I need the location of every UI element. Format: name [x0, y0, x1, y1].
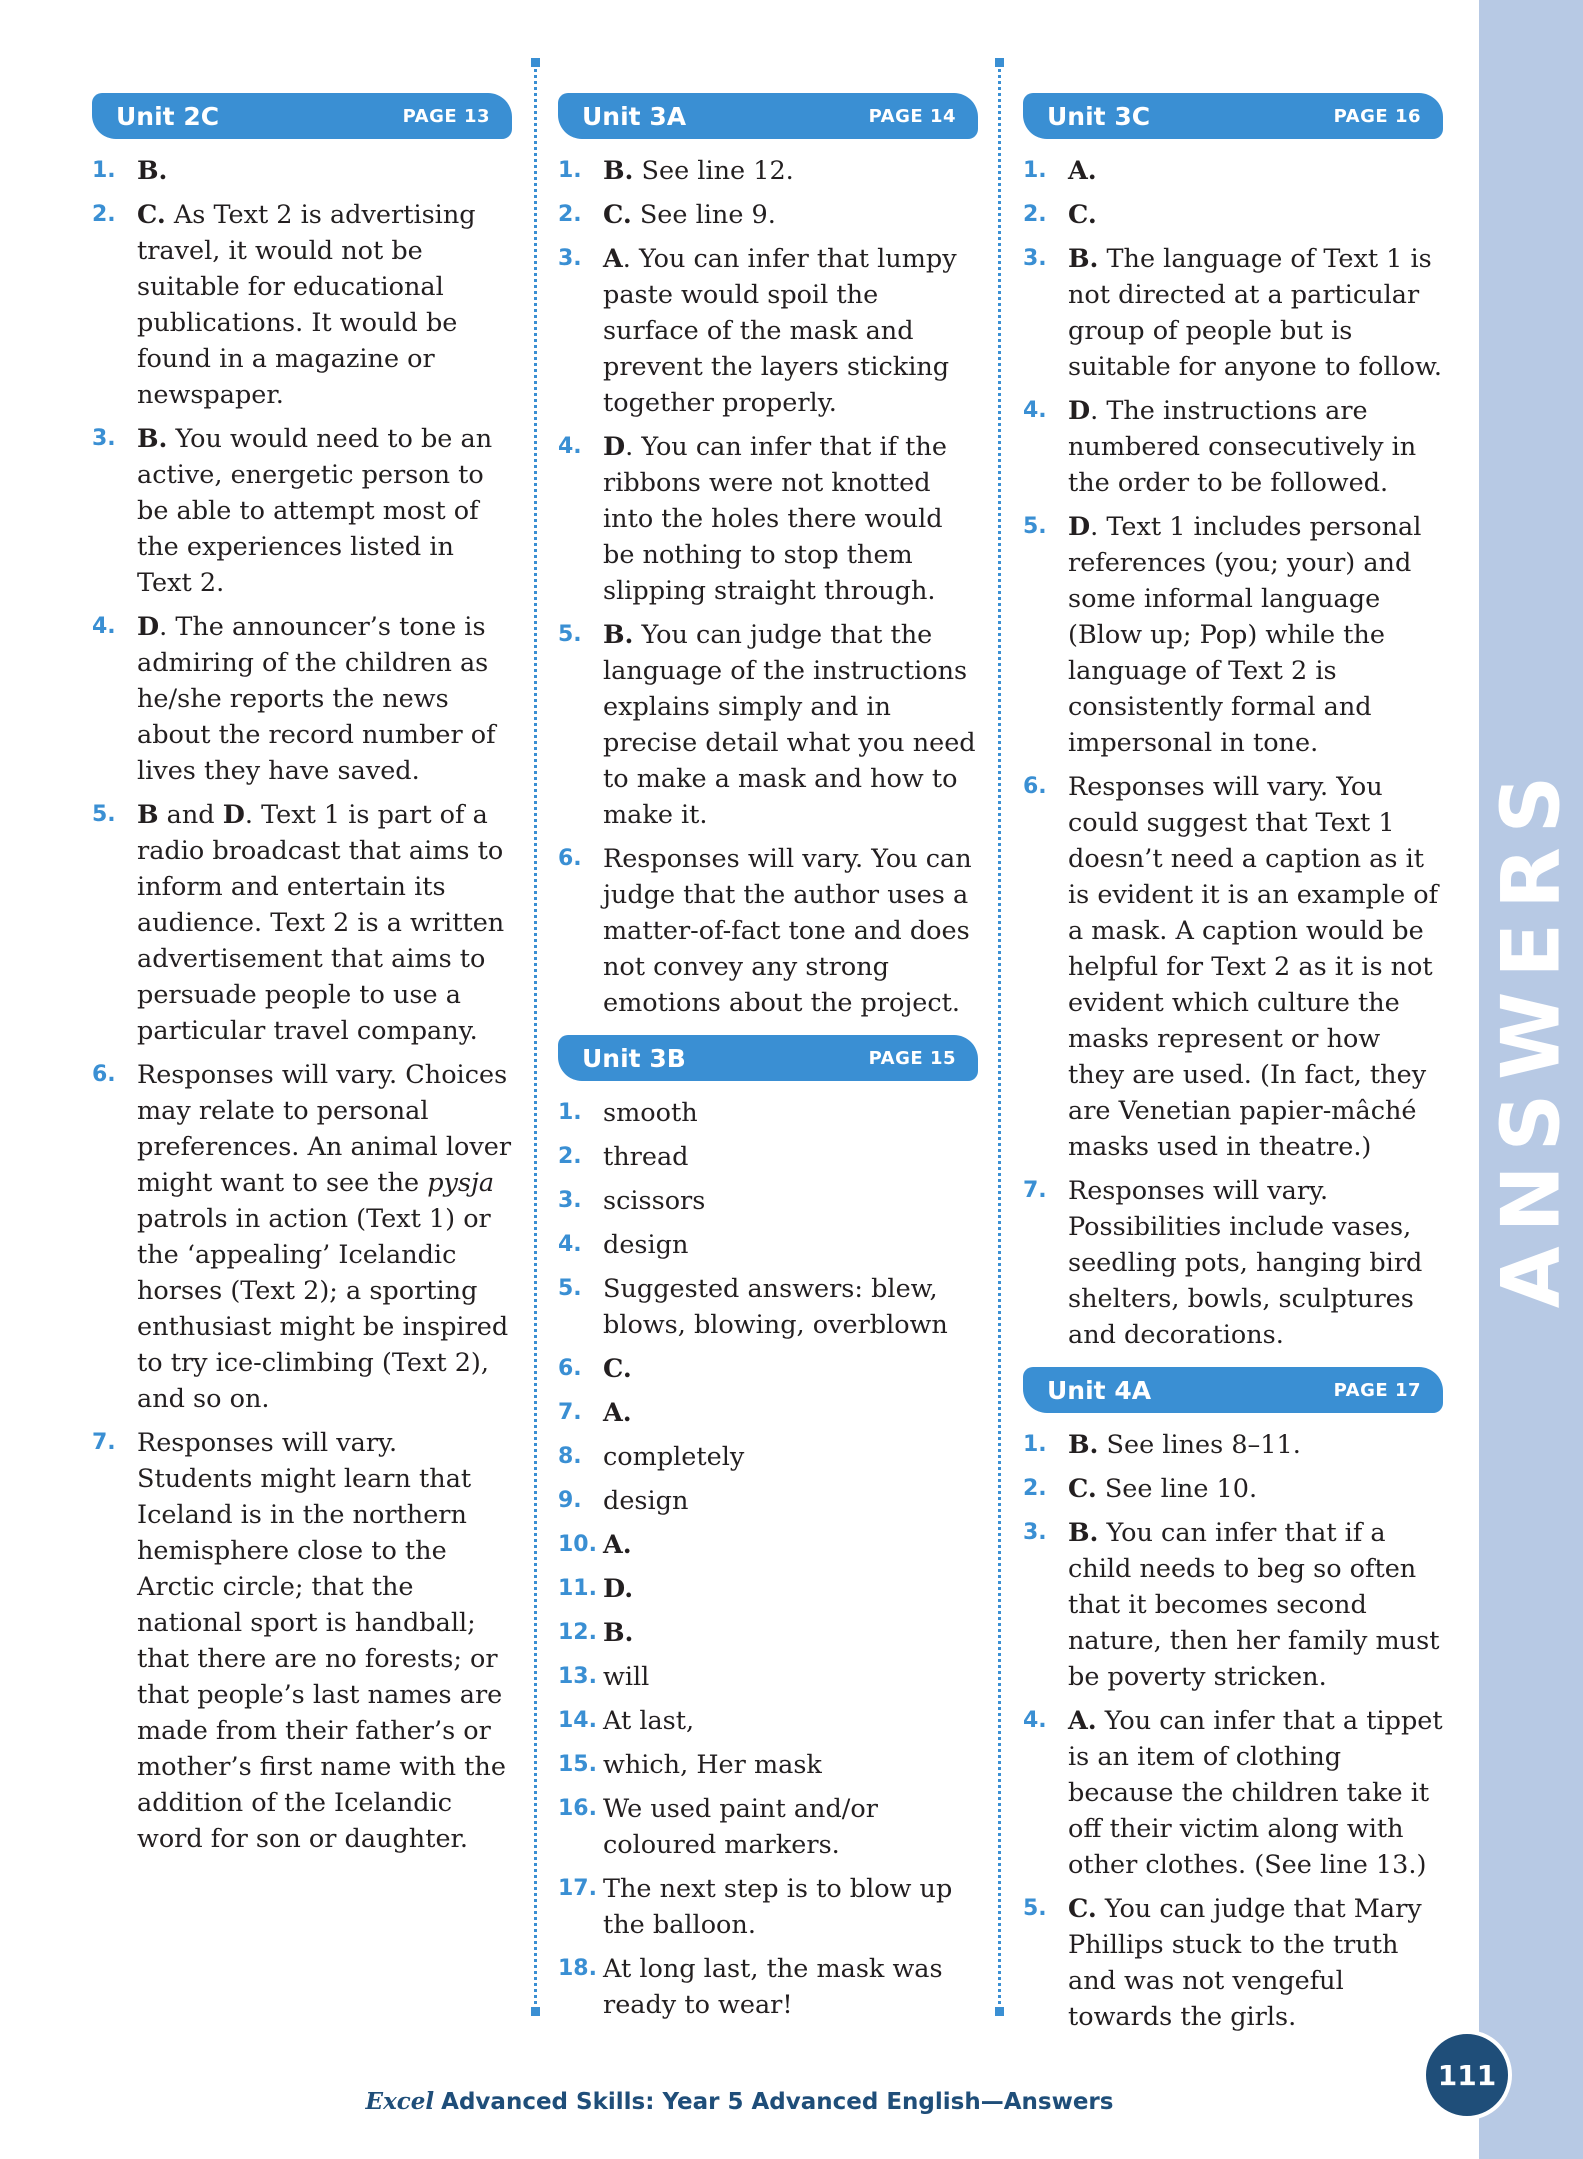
- column-1: [92, 93, 512, 1871]
- answer-item: [558, 1703, 978, 1739]
- column-divider: [998, 62, 1001, 2012]
- answer-number: 6.: [558, 846, 582, 871]
- column-divider: [534, 62, 537, 2012]
- answer-item: [1023, 1427, 1443, 1463]
- answer-text: [137, 609, 512, 789]
- answer-item: [92, 197, 512, 413]
- unit-title: Unit 3B: [582, 1043, 686, 1073]
- answer-number: 7.: [92, 1430, 116, 1455]
- answer-explanation: design: [603, 1486, 689, 1516]
- answer-explanation: . The instructions are numbered consecutively in the order to be followed.: [1068, 396, 1417, 498]
- answer-item: [1023, 241, 1443, 385]
- answer-item: [558, 197, 978, 233]
- answer-item: [92, 797, 512, 1049]
- answer-number: 4.: [1023, 398, 1047, 423]
- answer-item: [558, 841, 978, 1021]
- answer-item: [558, 1615, 978, 1651]
- answer-item: [92, 1057, 512, 1417]
- answer-explanation: . The announcer’s tone is admiring of the children as he/she reports the news about the record number of lives they have saved.: [137, 612, 496, 786]
- answer-italic-term: pysja: [427, 1168, 495, 1198]
- answer-number: 2.: [1023, 202, 1047, 227]
- answer-item: [92, 153, 512, 189]
- answer-explanation: You would need to be an active, energetic person to be able to attempt most of the experiences listed in Text 2.: [137, 424, 493, 598]
- answer-list: [1023, 1427, 1443, 2035]
- answer-letter: D.: [603, 1574, 634, 1604]
- answer-number: 15.: [558, 1752, 597, 1777]
- answer-text: [603, 1703, 978, 1739]
- answer-text: [603, 617, 978, 833]
- answer-number: 4.: [558, 434, 582, 459]
- unit-header: [1023, 93, 1443, 139]
- answer-text: [1068, 769, 1443, 1165]
- answer-item: [1023, 153, 1443, 189]
- answer-explanation: smooth: [603, 1098, 698, 1128]
- answer-number: 1.: [92, 158, 116, 183]
- answer-number: 4.: [92, 614, 116, 639]
- answer-number: 10.: [558, 1532, 597, 1557]
- answer-text: [603, 1571, 978, 1607]
- answer-item: [92, 609, 512, 789]
- answer-explanation: The next step is to blow up the balloon.: [603, 1874, 953, 1940]
- answer-letter: B.: [1068, 1430, 1099, 1460]
- answer-number: 2.: [1023, 1476, 1047, 1501]
- answer-letter: C.: [603, 1354, 632, 1384]
- answer-text: [1068, 153, 1443, 189]
- answer-number: 3.: [558, 246, 582, 271]
- unit-header: [92, 93, 512, 139]
- answer-letter: B: [137, 800, 159, 830]
- answer-number: 14.: [558, 1708, 597, 1733]
- unit-page-ref: PAGE 14: [868, 105, 956, 127]
- answer-explanation: Responses will vary. Possibilities include vases, seedling pots, hanging bird shelters, bowls, sculptures and decorations.: [1068, 1176, 1423, 1350]
- answer-letter: C.: [1068, 1894, 1097, 1924]
- answer-explanation: See line 9.: [631, 200, 776, 230]
- answer-number: 13.: [558, 1664, 597, 1689]
- answer-item: [558, 1659, 978, 1695]
- answer-text: [137, 153, 512, 189]
- answer-letter: C.: [1068, 1474, 1097, 1504]
- answer-text: [603, 153, 978, 189]
- page-number-badge: 111: [1422, 2030, 1512, 2120]
- answer-explanation: We used paint and/or coloured markers.: [603, 1794, 878, 1860]
- answer-item: [558, 1791, 978, 1863]
- answer-number: 1.: [1023, 158, 1047, 183]
- answer-letter: B.: [603, 620, 634, 650]
- answer-number: 16.: [558, 1796, 597, 1821]
- answer-explanation: See line 10.: [1096, 1474, 1258, 1504]
- answer-text: [1068, 1427, 1443, 1463]
- answer-explanation: At last,: [603, 1706, 695, 1736]
- answer-explanation: . You can infer that lumpy paste would spoil the surface of the mask and prevent the layers sticking together properly.: [603, 244, 957, 418]
- answer-number: 6.: [92, 1062, 116, 1087]
- answer-explanation: which, Her mask: [603, 1750, 822, 1780]
- answer-letter: B.: [603, 1618, 634, 1648]
- answer-text: [1068, 1173, 1443, 1353]
- answer-text: [603, 1747, 978, 1783]
- answer-text: [603, 1139, 978, 1175]
- unit-title: Unit 3A: [582, 101, 687, 131]
- answer-item: [558, 153, 978, 189]
- answer-number: 12.: [558, 1620, 597, 1645]
- answer-list: [558, 153, 978, 1021]
- answer-text: [603, 1095, 978, 1131]
- answer-explanation: Responses will vary. Students might learn that Iceland is in the northern hemisphere close to the Arctic circle; that the national sport is handball; that there are no forests; or that people’s last names are made from their father’s or mother’s first name with the addition of the Icelandic word for son or daughter.: [137, 1428, 506, 1854]
- answer-text: [603, 1271, 978, 1343]
- answer-letter: B.: [1068, 244, 1099, 274]
- answer-number: 4.: [1023, 1708, 1047, 1733]
- answer-number: 3.: [1023, 246, 1047, 271]
- side-label-answers: ANSWERS: [1484, 761, 1578, 1309]
- answer-text: [137, 421, 512, 601]
- answer-text: [1068, 197, 1443, 233]
- answer-item: [1023, 509, 1443, 761]
- answer-item: [1023, 197, 1443, 233]
- answer-number: 3.: [92, 426, 116, 451]
- answer-number: 18.: [558, 1956, 597, 1981]
- answer-item: [558, 1871, 978, 1943]
- answer-explanation: design: [603, 1230, 689, 1260]
- answer-number: 2.: [558, 202, 582, 227]
- answer-explanation: . Text 1 is part of a radio broadcast that aims to inform and entertain its audience. Text 2 is a written advertisement that aims to persuade people to use a particular travel company.: [137, 800, 505, 1046]
- answer-text: [603, 1791, 978, 1863]
- answer-item: [558, 1483, 978, 1519]
- answer-letter: A.: [603, 1398, 632, 1428]
- answer-item: [558, 1095, 978, 1131]
- answer-item: [558, 1747, 978, 1783]
- unit-header: [558, 1035, 978, 1081]
- answer-letter: C.: [1068, 200, 1097, 230]
- answer-explanation: scissors: [603, 1186, 706, 1216]
- answer-text: [137, 797, 512, 1049]
- answer-text: [603, 429, 978, 609]
- answer-item: [558, 1271, 978, 1343]
- answer-explanation: See line 12.: [633, 156, 794, 186]
- answer-number: 1.: [558, 1100, 582, 1125]
- answer-number: 2.: [558, 1144, 582, 1169]
- answer-letter: B.: [137, 424, 168, 454]
- answer-item: [558, 241, 978, 421]
- answer-item: [92, 421, 512, 601]
- column-3: [1023, 93, 1443, 2049]
- answer-text: [603, 241, 978, 421]
- answer-explanation: You can judge that the language of the instructions explains simply and in precise detail what you need to make a mask and how to make it.: [603, 620, 976, 830]
- answer-item: [558, 1951, 978, 2023]
- answer-joiner: and: [158, 800, 223, 830]
- answer-number: 17.: [558, 1876, 597, 1901]
- answer-item: [558, 429, 978, 609]
- answer-item: [558, 1571, 978, 1607]
- answer-number: 4.: [558, 1232, 582, 1257]
- answer-item: [558, 1227, 978, 1263]
- answer-text: [1068, 1891, 1443, 2035]
- answer-explanation: Responses will vary. Choices may relate to personal preferences. An animal lover might want to see the: [137, 1060, 512, 1198]
- answer-number: 5.: [1023, 1896, 1047, 1921]
- answer-text: [603, 197, 978, 233]
- answer-explanation: Responses will vary. You could suggest that Text 1 doesn’t need a caption as it is evident it is an example of a mask. A caption would be helpful for Text 2 as it is not evident which culture the masks represent or how they are used. (In fact, they are Venetian papier-mâché masks used in theatre.): [1068, 772, 1439, 1162]
- answer-item: [92, 1425, 512, 1857]
- answer-text: [603, 1615, 978, 1651]
- answer-number: 3.: [558, 1188, 582, 1213]
- answer-list: [558, 1095, 978, 2023]
- answer-text: [1068, 1471, 1443, 1507]
- answer-number: 7.: [1023, 1178, 1047, 1203]
- answer-item: [1023, 1173, 1443, 1353]
- answer-number: 5.: [558, 622, 582, 647]
- answer-item: [558, 1351, 978, 1387]
- answer-item: [1023, 1891, 1443, 2035]
- answer-explanation: As Text 2 is advertising travel, it would not be suitable for educational publications. It would be found in a magazine or newspaper.: [137, 200, 476, 410]
- answer-number: 5.: [92, 802, 116, 827]
- answer-explanation: You can infer that if a child needs to beg so often that it becomes second nature, then her family must be poverty stricken.: [1068, 1518, 1440, 1692]
- answer-number: 9.: [558, 1488, 582, 1513]
- answer-letter: A.: [1068, 156, 1097, 186]
- unit-page-ref: PAGE 17: [1333, 1379, 1421, 1401]
- answer-item: [558, 1183, 978, 1219]
- answer-explanation: thread: [603, 1142, 689, 1172]
- answer-letter: B.: [137, 156, 168, 186]
- answer-explanation: Responses will vary. You can judge that the author uses a matter-of-fact tone and does not convey any strong emotions about the project.: [603, 844, 972, 1018]
- answer-text: [137, 1425, 512, 1857]
- answer-explanation: You can judge that Mary Phillips stuck to the truth and was not vengeful towards the girls.: [1068, 1894, 1422, 2032]
- answer-item: [1023, 393, 1443, 501]
- answer-letter: D: [1068, 396, 1091, 426]
- answer-text: [603, 1227, 978, 1263]
- unit-page-ref: PAGE 13: [402, 105, 490, 127]
- answer-letter: B.: [603, 156, 634, 186]
- unit-title: Unit 2C: [116, 101, 220, 131]
- answer-item: [558, 1527, 978, 1563]
- unit-page-ref: PAGE 16: [1333, 105, 1421, 127]
- answer-text: [603, 1951, 978, 2023]
- answer-item: [1023, 1703, 1443, 1883]
- footer-title: Advanced Skills:: [441, 2089, 655, 2115]
- answer-text: [603, 1395, 978, 1431]
- answer-explanation: patrols in action (Text 1) or the ‘appealing’ Icelandic horses (Text 2); a sporting enthusiast might be inspired to try ice-climbing (Text 2), and so on.: [137, 1204, 509, 1414]
- answer-number: 6.: [1023, 774, 1047, 799]
- answer-number: 11.: [558, 1576, 597, 1601]
- answer-explanation: will: [603, 1662, 650, 1692]
- answer-list: [92, 153, 512, 1857]
- answer-item: [1023, 1515, 1443, 1695]
- answer-explanation: The language of Text 1 is not directed at a particular group of people but is suitable for anyone to follow.: [1068, 244, 1442, 382]
- answer-text: [603, 1483, 978, 1519]
- answer-text: [1068, 1703, 1443, 1883]
- answer-letter: A.: [1068, 1706, 1097, 1736]
- unit-header: [1023, 1367, 1443, 1413]
- answer-letter: D: [137, 612, 160, 642]
- answer-letter: C.: [137, 200, 166, 230]
- answer-item: [558, 1139, 978, 1175]
- answer-text: [1068, 1515, 1443, 1695]
- answer-explanation: . Text 1 includes personal references (you; your) and some informal language (Blow up; Pop) while the language of Text 2 is consistently formal and impersonal in tone.: [1068, 512, 1422, 758]
- answer-text: [137, 197, 512, 413]
- footer-brand: Excel: [365, 2088, 435, 2115]
- unit-title: Unit 4A: [1047, 1375, 1152, 1405]
- answer-number: 8.: [558, 1444, 582, 1469]
- answer-letter: A.: [603, 1530, 632, 1560]
- answer-letter: B.: [1068, 1518, 1099, 1548]
- answer-letter: C.: [603, 200, 632, 230]
- answer-item: [1023, 769, 1443, 1165]
- footer-subtitle: Year 5 Advanced English—Answers: [654, 2089, 1114, 2115]
- answer-letter: D: [1068, 512, 1091, 542]
- answer-explanation: Suggested answers: blew, blows, blowing, overblown: [603, 1274, 948, 1340]
- answer-number: 7.: [558, 1400, 582, 1425]
- footer: [0, 2088, 1479, 2115]
- answer-text: [603, 1871, 978, 1943]
- answer-text: [137, 1057, 512, 1417]
- answer-explanation: At long last, the mask was ready to wear!: [603, 1954, 943, 2020]
- answer-text: [1068, 393, 1443, 501]
- answer-number: 6.: [558, 1356, 582, 1381]
- unit-title: Unit 3C: [1047, 101, 1151, 131]
- answer-number: 1.: [558, 158, 582, 183]
- answer-item: [558, 1439, 978, 1475]
- answer-text: [1068, 241, 1443, 385]
- answer-text: [603, 841, 978, 1021]
- answer-text: [603, 1183, 978, 1219]
- answer-letter: D: [222, 800, 245, 830]
- answer-letter: A: [603, 244, 623, 274]
- answer-text: [603, 1439, 978, 1475]
- answer-text: [1068, 509, 1443, 761]
- unit-page-ref: PAGE 15: [868, 1047, 956, 1069]
- answer-explanation: . You can infer that if the ribbons were not knotted into the holes there would be nothing to stop them slipping straight through.: [603, 432, 947, 606]
- answer-explanation: completely: [603, 1442, 745, 1472]
- column-2: [558, 93, 978, 2037]
- answer-text: [603, 1351, 978, 1387]
- answer-number: 2.: [92, 202, 116, 227]
- answer-text: [603, 1527, 978, 1563]
- answer-explanation: See lines 8–11.: [1098, 1430, 1301, 1460]
- answer-item: [558, 1395, 978, 1431]
- answer-explanation: You can infer that a tippet is an item of clothing because the children take it off their victim along with other clothes. (See line 13.): [1068, 1706, 1443, 1880]
- answer-list: [1023, 153, 1443, 1353]
- answer-number: 5.: [1023, 514, 1047, 539]
- answer-item: [558, 617, 978, 833]
- unit-header: [558, 93, 978, 139]
- answer-text: [603, 1659, 978, 1695]
- answer-number: 5.: [558, 1276, 582, 1301]
- answer-letter: D: [603, 432, 626, 462]
- answer-number: 1.: [1023, 1432, 1047, 1457]
- answer-item: [1023, 1471, 1443, 1507]
- answer-number: 3.: [1023, 1520, 1047, 1545]
